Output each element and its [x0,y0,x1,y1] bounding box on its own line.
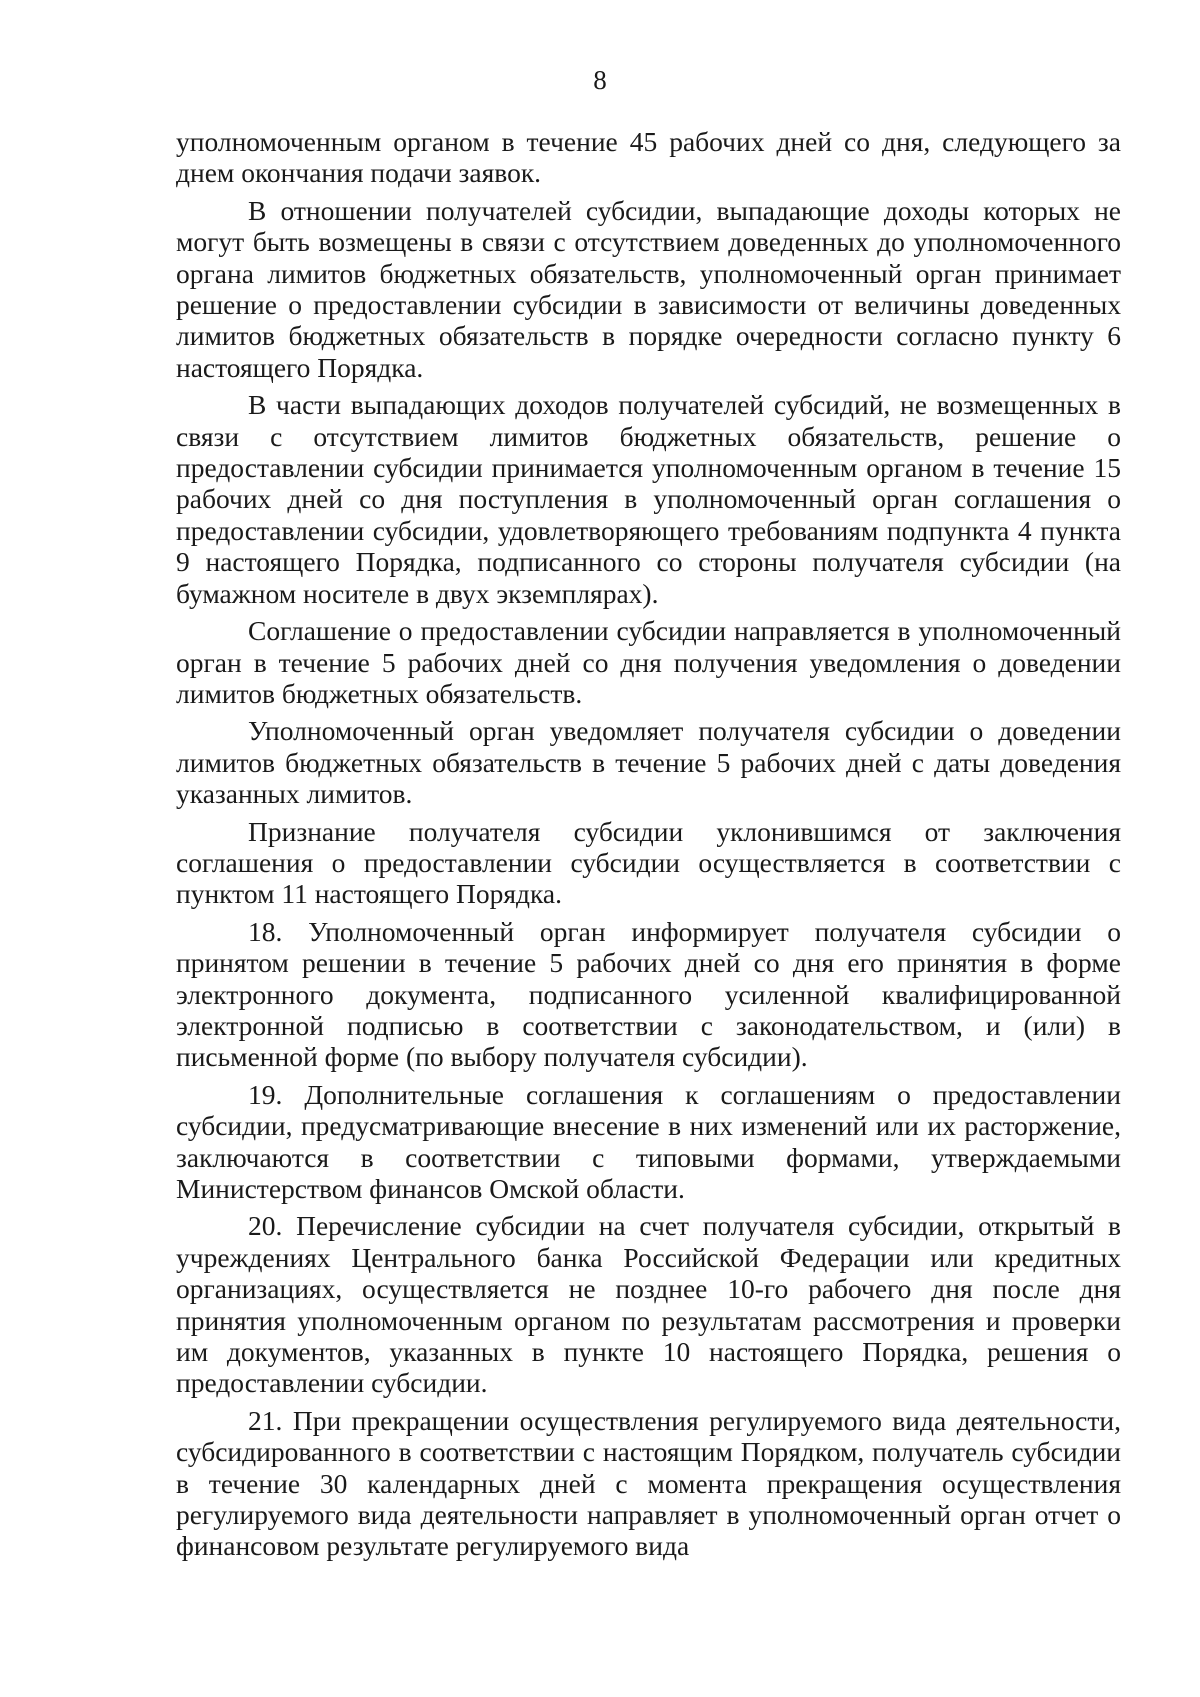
paragraph-limits-absence: В отношении получателей субсидии, выпадающие доходы которых не могут быть возмещены в связи с отсутствием доведенных до уполномоченного органа лимитов бюджетных обязательств, уполномоченный орган принимает решение о предоставлении субсидии в зависимости от величины доведенных лимитов бюджетных обязательств в порядке очередности согласно пункту 6 настоящего Порядка. [176,194,1121,383]
paragraph-continuation: уполномоченным органом в течение 45 рабочих дней со дня, следующего за днем окончания подачи заявок. [176,126,1121,189]
paragraph-notification: Уполномоченный орган уведомляет получателя субсидии о доведении лимитов бюджетных обязательств в течение 5 рабочих дней с даты доведения указанных лимитов. [176,715,1121,810]
paragraph-unreimbursed-income: В части выпадающих доходов получателей субсидий, не возмещенных в связи с отсутствием лимитов бюджетных обязательств, решение о предоставлении субсидии принимается уполномоченным органом в течение 15 рабочих дней со дня поступления в уполномоченный орган соглашения о предоставлении субсидии, удовлетворяющего требованиям подпункта 4 пункта 9 настоящего Порядка, подписанного со стороны получателя субсидии (на бумажном носителе в двух экземплярах). [176,389,1121,609]
paragraph-item-21: 21. При прекращении осуществления регулируемого вида деятельности, субсидированного в соответствии с настоящим Порядком, получатель субсидии в течение 30 календарных дней с момента прекращения осуществления регулируемого вида деятельности направляет в уполномоченный орган отчет о финансовом результате регулируемого вида [176,1404,1121,1562]
document-body [176,126,1121,1568]
paragraph-item-19: 19. Дополнительные соглашения к соглашениям о предоставлении субсидии, предусматривающие внесение в них изменений или их расторжение, заключаются в соответствии с типовыми формами, утверждаемыми Министерством финансов Омской области. [176,1078,1121,1204]
paragraph-evasion: Признание получателя субсидии уклонившимся от заключения соглашения о предоставлении субсидии осуществляется в соответствии с пунктом 11 настоящего Порядка. [176,815,1121,910]
paragraph-item-20: 20. Перечисление субсидии на счет получателя субсидии, открытый в учреждениях Центрального банка Российской Федерации или кредитных организациях, осуществляется не позднее 10-го рабочего дня после дня принятия уполномоченным органом по результатам рассмотрения и проверки им документов, указанных в пункте 10 настоящего Порядка, решения о предоставлении субсидии. [176,1210,1121,1399]
paragraph-agreement-submission: Соглашение о предоставлении субсидии направляется в уполномоченный орган в течение 5 рабочих дней со дня получения уведомления о доведении лимитов бюджетных обязательств. [176,615,1121,709]
page-number: 8 [593,65,607,95]
paragraph-item-18: 18. Уполномоченный орган информирует получателя субсидии о принятом решении в течение 5 рабочих дней со дня его принятия в форме электронного документа, подписанного усиленной квалифицированной электронной подписью в соответствии с законодательством, и (или) в письменной форме (по выбору получателя субсидии). [176,915,1121,1073]
